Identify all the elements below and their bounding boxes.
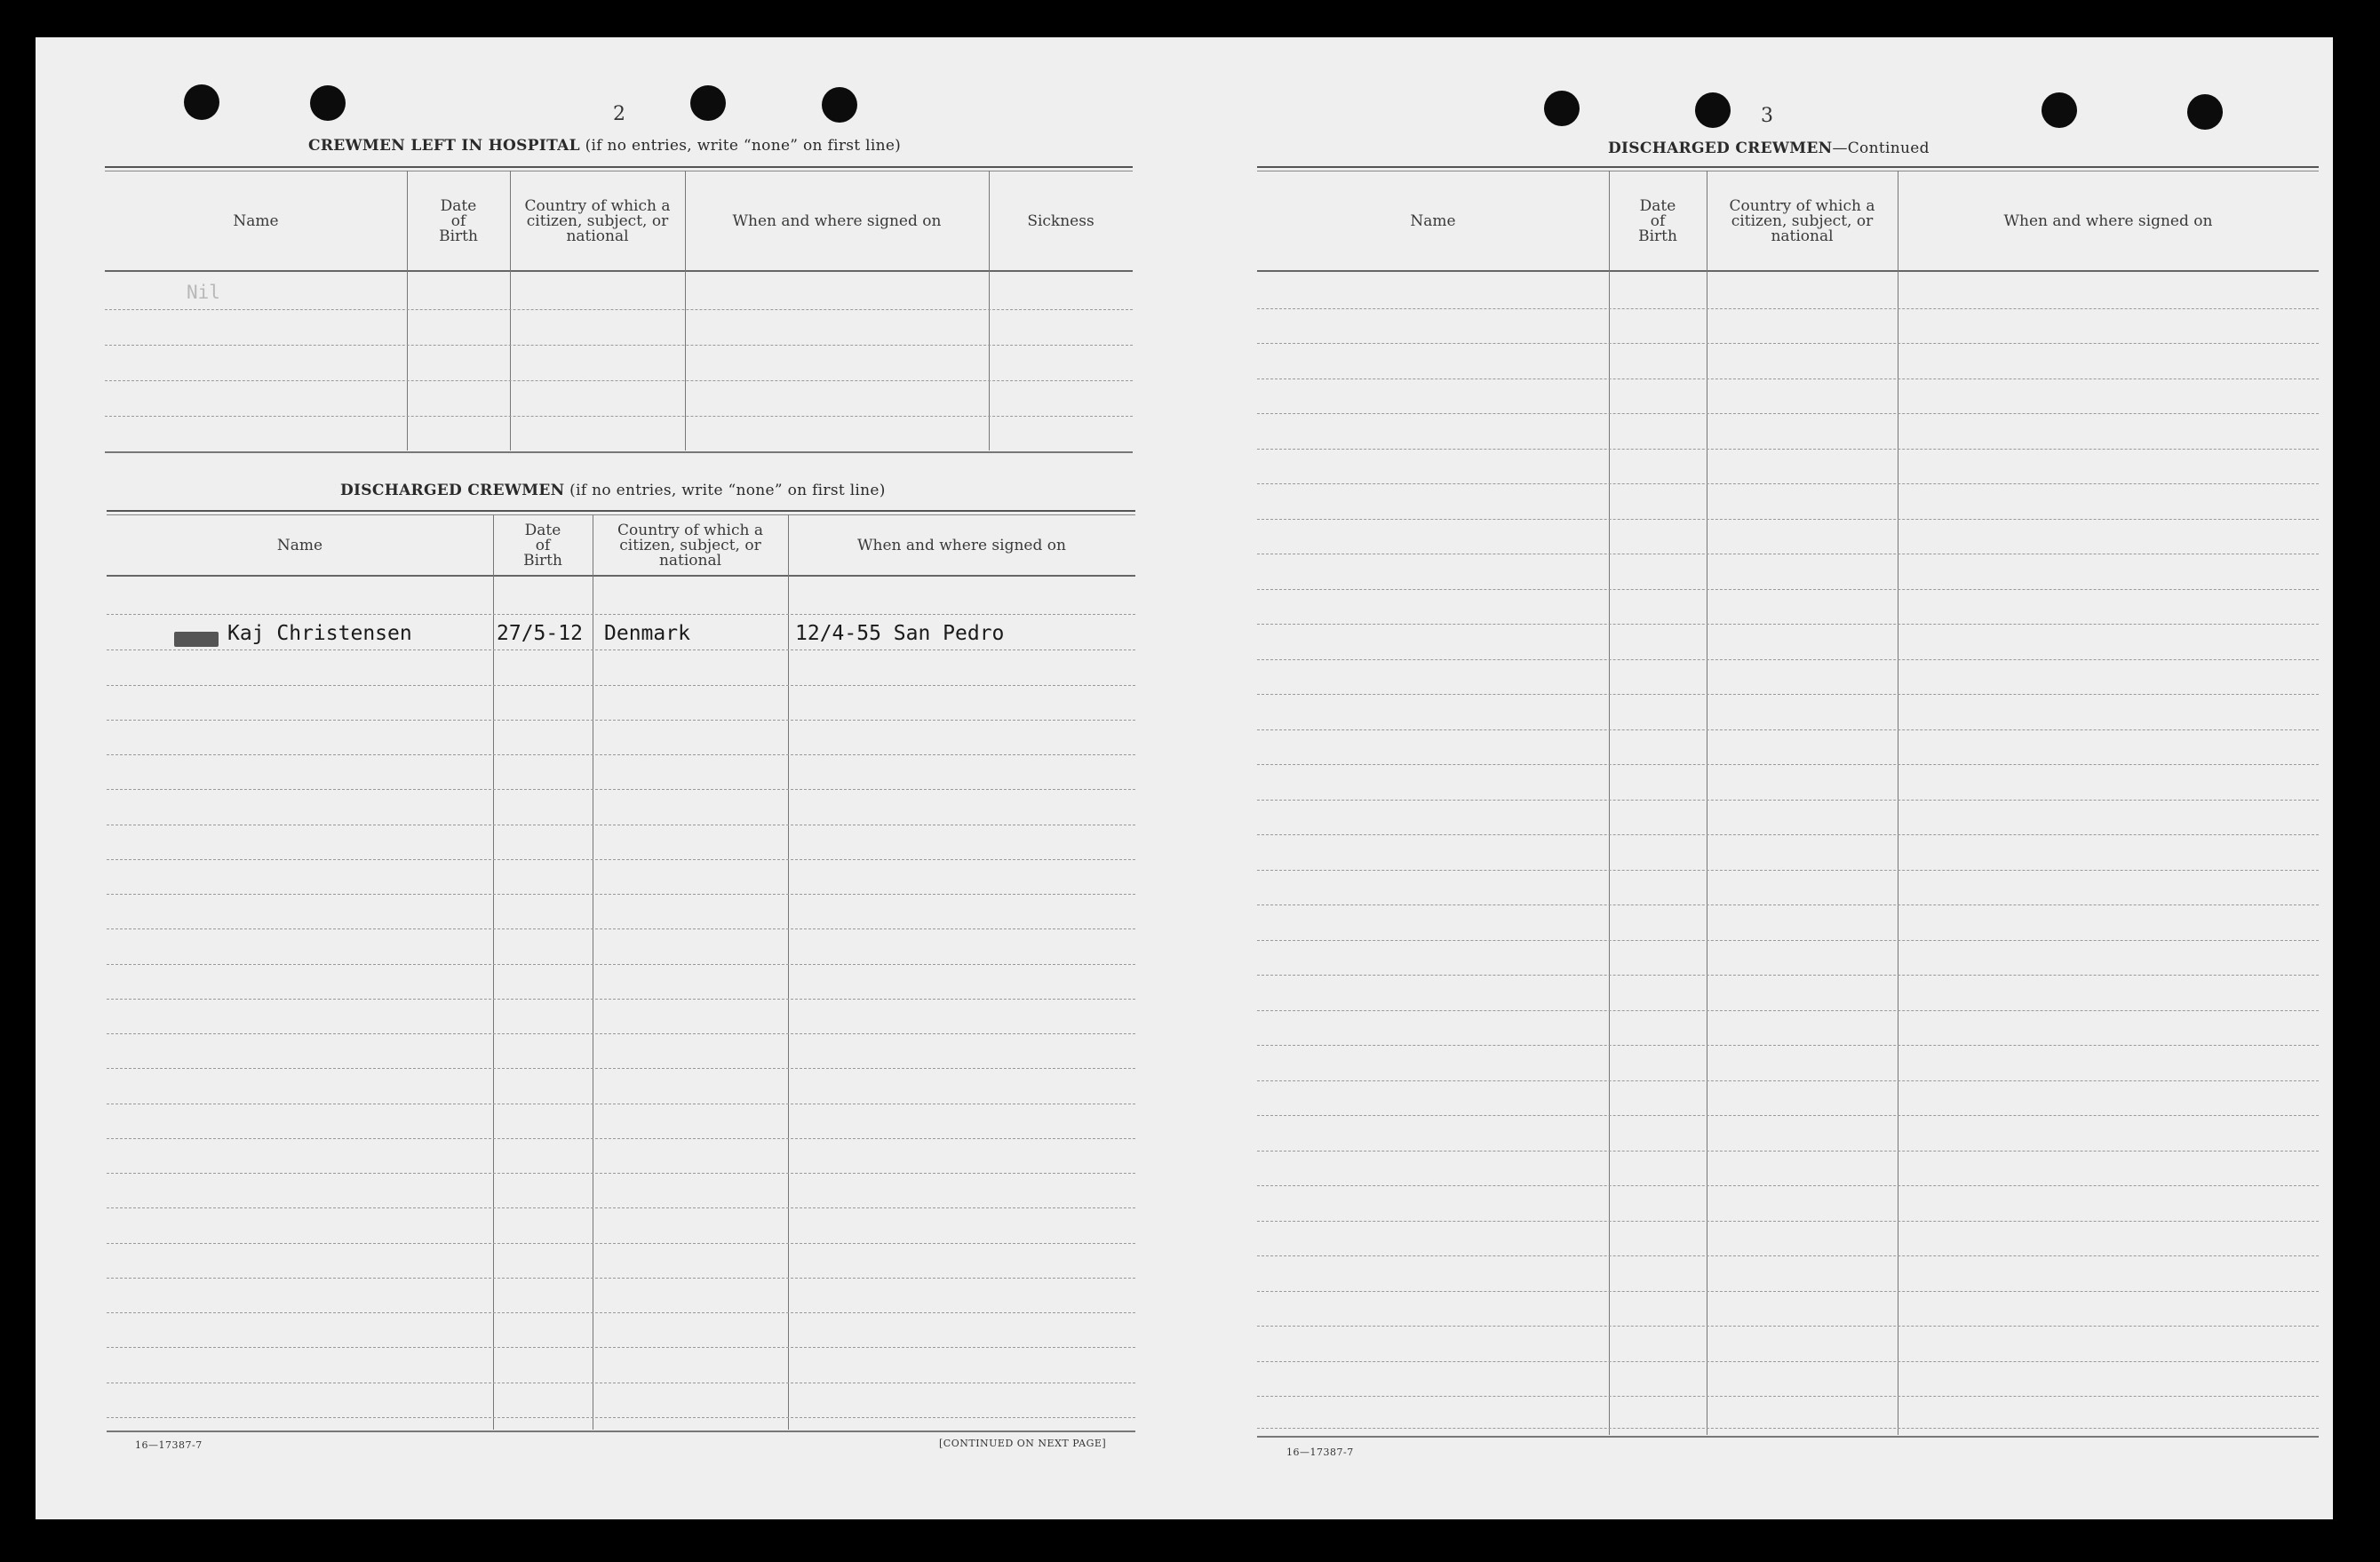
column-header-name: Name: [276, 536, 323, 554]
column-header-date-of-birth: Date of Birth: [439, 196, 478, 245]
discharged-continued-table: [1257, 166, 2319, 1477]
punch-hole: [2187, 94, 2223, 130]
column-header-name: Name: [233, 211, 279, 230]
column-header-sickness: Sickness: [1027, 211, 1094, 230]
punch-hole: [822, 87, 857, 123]
page-number-left: 2: [613, 103, 625, 125]
document-page: [36, 37, 2333, 1519]
column-header-signed-on: When and where signed on: [2003, 211, 2213, 230]
punch-hole: [1695, 92, 1731, 128]
discharged-continued-title: DISCHARGED CREWMEN—Continued: [1608, 139, 1930, 157]
punch-hole: [310, 85, 346, 121]
column-header-signed-on: When and where signed on: [857, 536, 1066, 554]
discharged-section-title: DISCHARGED CREWMEN (if no entries, write “none” on first line): [340, 482, 886, 499]
hospital-table: [105, 166, 1133, 493]
crewman-date-of-birth: 27/5-12: [497, 622, 583, 645]
crewman-country: Denmark: [604, 622, 690, 645]
form-number-left: 16—17387-7: [135, 1439, 203, 1451]
continued-note: [CONTINUED ON NEXT PAGE]: [939, 1438, 1107, 1449]
column-header-date-of-birth: Date of Birth: [1638, 196, 1677, 245]
hospital-entry-nil: Nil: [187, 282, 220, 303]
punch-hole: [184, 84, 219, 120]
column-header-date-of-birth: Date of Birth: [523, 521, 562, 570]
form-number-right: 16—17387-7: [1286, 1446, 1354, 1458]
punch-hole: [690, 85, 726, 121]
punch-hole: [2042, 92, 2077, 128]
column-header-signed-on: When and where signed on: [732, 211, 942, 230]
crewman-signed-on: 12/4-55 San Pedro: [795, 622, 1005, 645]
page-number-right: 3: [1761, 105, 1773, 127]
column-header-name: Name: [1410, 211, 1456, 230]
column-header-country: Country of which a citizen, subject, or national: [617, 521, 763, 570]
hospital-section-title: CREWMEN LEFT IN HOSPITAL (if no entries, write “none” on first line): [308, 137, 902, 155]
column-header-country: Country of which a citizen, subject, or national: [1729, 196, 1875, 245]
discharged-table: [107, 510, 1135, 1471]
redacted-mark: [174, 632, 219, 647]
column-header-country: Country of which a citizen, subject, or national: [524, 196, 671, 245]
crewman-name: Kaj Christensen: [227, 622, 412, 645]
punch-hole: [1544, 91, 1580, 126]
